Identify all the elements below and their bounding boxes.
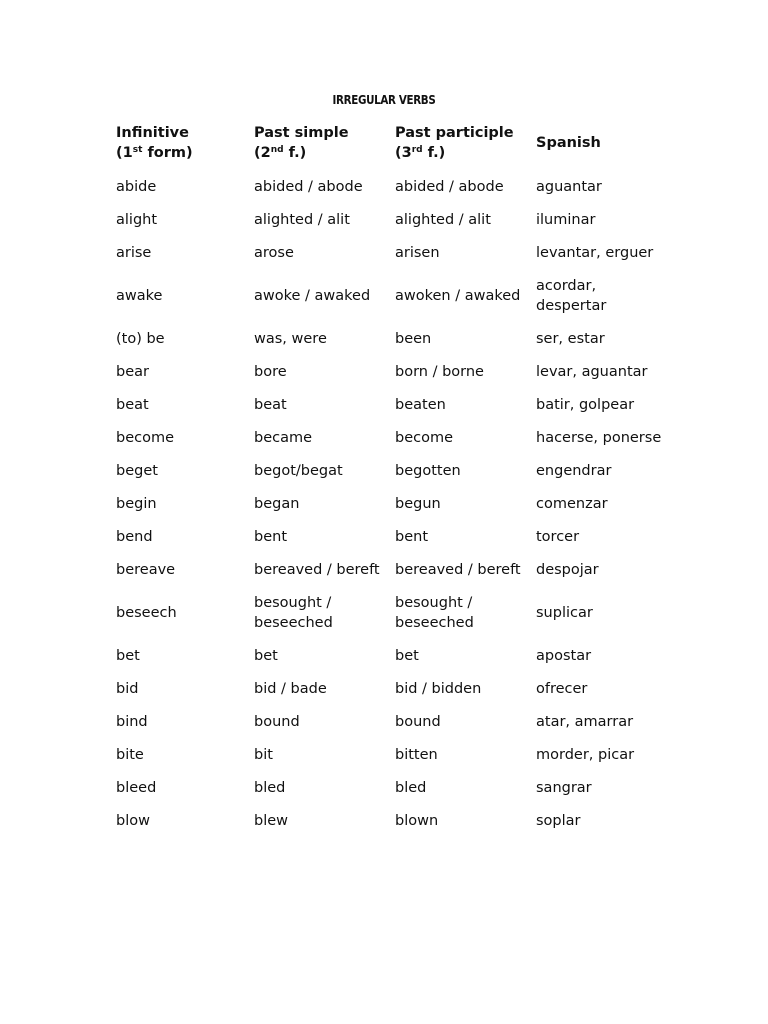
cell-spanish: levantar, erguer — [536, 245, 654, 261]
table-row — [110, 356, 670, 389]
table-row — [110, 488, 670, 521]
cell-spanish: batir, golpear — [536, 397, 635, 413]
cell-spanish: suplicar — [536, 605, 593, 621]
header-infinitive — [110, 117, 248, 171]
table-row — [110, 706, 670, 739]
cell-infinitive: bid — [116, 681, 139, 697]
cell-infinitive: bet — [116, 648, 140, 664]
table-row — [110, 270, 670, 323]
cell-infinitive: bear — [116, 364, 149, 380]
cell-infinitive: abide — [116, 179, 157, 195]
header-past-participle-post: f.) — [422, 145, 446, 161]
cell-past-participle: bled — [395, 780, 427, 796]
cell-past-participle: abided / abode — [395, 179, 504, 195]
header-past-simple-post: f.) — [283, 145, 307, 161]
table-row — [110, 554, 670, 587]
cell-past-simple: bit — [254, 747, 273, 763]
cell-past-simple: alighted / alit — [254, 212, 350, 228]
cell-past-participle: bent — [395, 529, 429, 545]
cell-past-participle: alighted / alit — [395, 212, 491, 228]
cell-past-simple: bid / bade — [254, 681, 327, 697]
table-row — [110, 422, 670, 455]
table-row — [110, 587, 670, 640]
table-row — [110, 237, 670, 270]
cell-past-simple: abided / abode — [254, 179, 363, 195]
cell-spanish: comenzar — [536, 496, 608, 512]
cell-infinitive: bend — [116, 529, 153, 545]
cell-infinitive: bind — [116, 714, 148, 730]
table-row — [110, 521, 670, 554]
cell-past-simple: blew — [254, 813, 289, 829]
cell-past-participle: awoken / awaked — [395, 288, 521, 304]
cell-spanish: iluminar — [536, 212, 596, 228]
cell-past-participle: bid / bidden — [395, 681, 482, 697]
header-infinitive-line1: Infinitive — [116, 125, 189, 141]
header-past-participle-line1: Past participle — [395, 125, 514, 141]
header-past-participle-sup: rd — [411, 145, 423, 155]
table-row — [110, 204, 670, 237]
cell-past-simple: began — [254, 496, 300, 512]
cell-past-participle: born / borne — [395, 364, 484, 380]
cell-spanish: morder, picar — [536, 747, 635, 763]
table-header-row — [110, 117, 670, 171]
cell-past-simple: beat — [254, 397, 287, 413]
cell-past-participle: been — [395, 331, 432, 347]
header-past-participle-pre: (3 — [395, 145, 412, 161]
header-infinitive-post: form) — [142, 145, 193, 161]
header-infinitive-pre: (1 — [116, 145, 133, 161]
cell-past-participle: bet — [395, 648, 419, 664]
cell-infinitive: blow — [116, 813, 150, 829]
cell-past-simple: bent — [254, 529, 288, 545]
cell-past-simple: bet — [254, 648, 278, 664]
table-row — [110, 171, 670, 204]
cell-past-simple: besought / beseeched — [254, 595, 333, 631]
cell-past-participle: arisen — [395, 245, 440, 261]
cell-infinitive: become — [116, 430, 175, 446]
header-spanish: Spanish — [536, 135, 601, 151]
cell-spanish: engendrar — [536, 463, 612, 479]
cell-spanish: apostar — [536, 648, 592, 664]
cell-past-participle: begotten — [395, 463, 461, 479]
table-row — [110, 389, 670, 422]
cell-past-participle: bereaved / bereft — [395, 562, 521, 578]
cell-spanish: ser, estar — [536, 331, 605, 347]
table-row — [110, 640, 670, 673]
cell-spanish: torcer — [536, 529, 580, 545]
cell-spanish: soplar — [536, 813, 581, 829]
cell-infinitive: begin — [116, 496, 157, 512]
cell-infinitive: bite — [116, 747, 144, 763]
cell-spanish: aguantar — [536, 179, 602, 195]
cell-past-participle: besought / beseeched — [395, 595, 474, 631]
header-past-simple-line1: Past simple — [254, 125, 349, 141]
header-past-simple-sup: nd — [270, 145, 284, 155]
cell-past-participle: blown — [395, 813, 439, 829]
cell-infinitive: beseech — [116, 605, 177, 621]
cell-past-simple: bled — [254, 780, 286, 796]
header-infinitive-sup: st — [132, 145, 143, 155]
cell-past-participle: beaten — [395, 397, 446, 413]
cell-spanish: acordar, despertar — [536, 278, 607, 314]
header-past-simple-pre: (2 — [254, 145, 271, 161]
cell-past-simple: awoke / awaked — [254, 288, 371, 304]
cell-past-simple: begot/begat — [254, 463, 343, 479]
cell-infinitive: beget — [116, 463, 158, 479]
cell-infinitive: beat — [116, 397, 149, 413]
cell-infinitive: bereave — [116, 562, 176, 578]
cell-past-simple: arose — [254, 245, 294, 261]
cell-spanish: atar, amarrar — [536, 714, 634, 730]
cell-infinitive: (to) be — [116, 331, 165, 347]
cell-past-simple: bound — [254, 714, 300, 730]
cell-past-participle: begun — [395, 496, 441, 512]
table-row — [110, 805, 670, 838]
table-row — [110, 673, 670, 706]
cell-spanish: hacerse, ponerse — [536, 430, 662, 446]
cell-spanish: ofrecer — [536, 681, 588, 697]
irregular-verbs-table — [110, 117, 670, 838]
header-past-simple — [248, 117, 389, 171]
table-row — [110, 772, 670, 805]
table-row — [110, 739, 670, 772]
cell-spanish: levar, aguantar — [536, 364, 648, 380]
cell-past-simple: was, were — [254, 331, 327, 347]
cell-infinitive: alight — [116, 212, 158, 228]
cell-infinitive: arise — [116, 245, 152, 261]
cell-past-participle: bitten — [395, 747, 438, 763]
cell-spanish: sangrar — [536, 780, 592, 796]
cell-spanish: despojar — [536, 562, 599, 578]
cell-infinitive: bleed — [116, 780, 157, 796]
table-row — [110, 455, 670, 488]
cell-past-simple: bore — [254, 364, 287, 380]
cell-past-participle: bound — [395, 714, 441, 730]
cell-past-simple: became — [254, 430, 313, 446]
page-title: IRREGULAR VERBS — [332, 93, 436, 107]
cell-past-participle: become — [395, 430, 454, 446]
header-past-participle — [389, 117, 530, 171]
cell-infinitive: awake — [116, 288, 163, 304]
cell-past-simple: bereaved / bereft — [254, 562, 380, 578]
table-row — [110, 323, 670, 356]
